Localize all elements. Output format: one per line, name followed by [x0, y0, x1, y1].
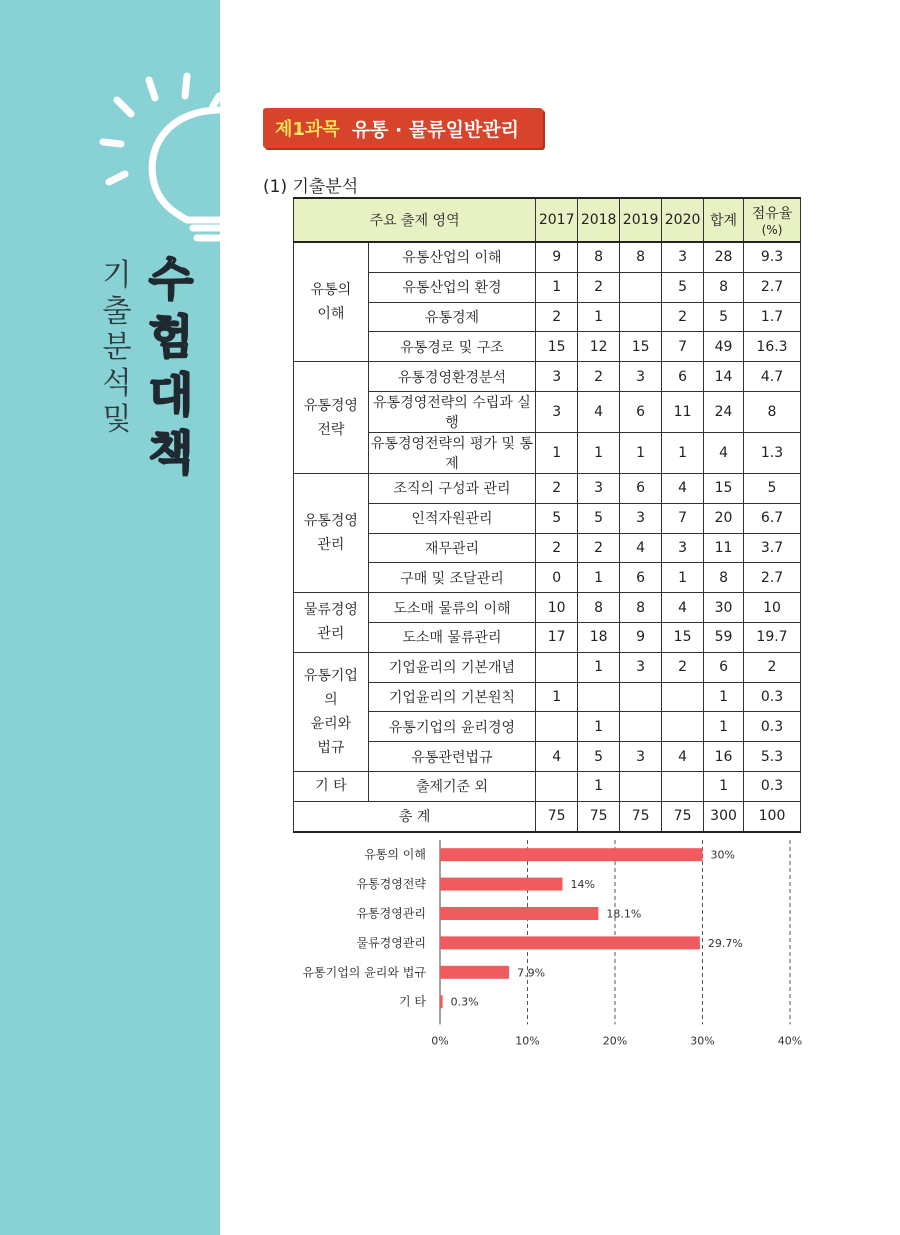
- total-value-cell: 75: [578, 801, 620, 831]
- value-cell: 4: [662, 593, 704, 623]
- value-cell: [620, 272, 662, 302]
- table-row: [294, 432, 801, 473]
- chart-tick-label: 0%: [431, 1034, 449, 1048]
- table-row: [294, 771, 801, 801]
- value-cell: 5: [744, 473, 801, 503]
- value-cell: 8: [704, 563, 744, 593]
- group-name-cell: 유통경영 전략: [294, 362, 369, 474]
- chart-value-label: 30%: [710, 848, 735, 862]
- header-2019: 2019: [620, 198, 662, 242]
- subject-title-box: [263, 108, 543, 148]
- value-cell: 3: [620, 503, 662, 533]
- chart-category-label: 물류경영관리: [356, 935, 426, 950]
- value-cell: 6: [662, 362, 704, 392]
- header-total: 합계: [704, 198, 744, 242]
- topic-cell: 유통산업의 이해: [368, 242, 535, 272]
- value-cell: 15: [620, 332, 662, 362]
- value-cell: 28: [704, 242, 744, 272]
- header-area: 주요 출제 영역: [294, 198, 536, 242]
- value-cell: 3.7: [744, 533, 801, 563]
- value-cell: 2: [536, 302, 578, 332]
- table-row: [294, 742, 801, 772]
- topic-cell: 조직의 구성과 관리: [368, 473, 535, 503]
- value-cell: 1: [578, 432, 620, 473]
- value-cell: 8: [578, 593, 620, 623]
- section-title: (1) 기출분석: [263, 177, 359, 197]
- value-cell: 12: [578, 332, 620, 362]
- header-share-label: 점유율: [751, 206, 793, 222]
- header-share-unit: (%): [761, 223, 783, 237]
- header-2020: 2020: [662, 198, 704, 242]
- value-cell: 5: [536, 503, 578, 533]
- group-name-cell: 유통의 이해: [294, 242, 369, 362]
- value-cell: 15: [662, 622, 704, 652]
- value-cell: 2: [744, 652, 801, 682]
- value-cell: 1: [662, 432, 704, 473]
- topic-cell: 기업윤리의 기본개념: [368, 652, 535, 682]
- value-cell: 11: [704, 533, 744, 563]
- table-row: [294, 682, 801, 712]
- value-cell: 2: [536, 533, 578, 563]
- total-value-cell: 75: [536, 801, 578, 831]
- group-name-cell: 유통기업 의 윤리와 법규: [294, 652, 369, 771]
- value-cell: 49: [704, 332, 744, 362]
- value-cell: 8: [744, 391, 801, 432]
- value-cell: 1: [704, 712, 744, 742]
- table-row: [294, 563, 801, 593]
- sidebar-small-title: 기출분석 및: [102, 258, 132, 437]
- value-cell: 8: [620, 242, 662, 272]
- value-cell: 1: [578, 771, 620, 801]
- chart-category-label: 유통기업의 윤리와 법규: [302, 965, 426, 980]
- chart-bar: [440, 907, 598, 920]
- value-cell: 2: [662, 652, 704, 682]
- value-cell: 2: [536, 473, 578, 503]
- chart-bar: [440, 936, 700, 949]
- value-cell: 3: [620, 362, 662, 392]
- value-cell: 1: [662, 563, 704, 593]
- value-cell: 17: [536, 622, 578, 652]
- total-row: [294, 801, 801, 831]
- chart-category-label: 유통경영관리: [356, 906, 426, 921]
- chart-bar: [440, 966, 509, 979]
- value-cell: 1.3: [744, 432, 801, 473]
- subject-name: 유통 · 물류일반관리: [351, 118, 519, 141]
- value-cell: 30: [704, 593, 744, 623]
- value-cell: 1: [578, 652, 620, 682]
- chart-category-label: 유통경영전략: [356, 877, 426, 892]
- total-value-cell: 100: [744, 801, 801, 831]
- chart-bar: [440, 848, 703, 861]
- value-cell: 2: [578, 362, 620, 392]
- value-cell: 5: [578, 503, 620, 533]
- chart-tick-label: 10%: [515, 1034, 540, 1048]
- value-cell: 7: [662, 503, 704, 533]
- value-cell: 4: [662, 473, 704, 503]
- value-cell: 3: [662, 242, 704, 272]
- value-cell: 1: [578, 563, 620, 593]
- table-row: [294, 391, 801, 432]
- chart-value-label: 29.7%: [707, 936, 743, 950]
- chart-value-label: 0.3%: [450, 995, 479, 1009]
- topic-cell: 유통기업의 윤리경영: [368, 712, 535, 742]
- topic-cell: 유통경영환경분석: [368, 362, 535, 392]
- value-cell: 0.3: [744, 712, 801, 742]
- value-cell: 2.7: [744, 563, 801, 593]
- value-cell: 3: [620, 652, 662, 682]
- value-cell: 5.3: [744, 742, 801, 772]
- value-cell: 4: [662, 742, 704, 772]
- value-cell: 3: [620, 742, 662, 772]
- value-cell: 2: [578, 272, 620, 302]
- topic-cell: 유통관련법규: [368, 742, 535, 772]
- value-cell: [536, 712, 578, 742]
- value-cell: 1.7: [744, 302, 801, 332]
- header-share: [744, 198, 801, 242]
- value-cell: 10: [536, 593, 578, 623]
- value-cell: 14: [704, 362, 744, 392]
- table-row: [294, 593, 801, 623]
- value-cell: [536, 771, 578, 801]
- chart-category-label: 유통의 이해: [364, 847, 426, 862]
- topic-cell: 도소매 물류관리: [368, 622, 535, 652]
- chart-bar: [440, 878, 563, 891]
- value-cell: 19.7: [744, 622, 801, 652]
- chart-value-label: 7.9%: [517, 966, 546, 980]
- value-cell: [620, 712, 662, 742]
- total-value-cell: 300: [704, 801, 744, 831]
- topic-cell: 인적자원관리: [368, 503, 535, 533]
- value-cell: 16: [704, 742, 744, 772]
- topic-cell: 유통경제: [368, 302, 535, 332]
- total-value-cell: 75: [662, 801, 704, 831]
- value-cell: 9: [620, 622, 662, 652]
- value-cell: 6: [704, 652, 744, 682]
- topic-cell: 구매 및 조달관리: [368, 563, 535, 593]
- exam-stats-table: [293, 197, 801, 833]
- value-cell: 1: [536, 432, 578, 473]
- topic-cell: 유통산업의 환경: [368, 272, 535, 302]
- table-row: [294, 652, 801, 682]
- value-cell: 6.7: [744, 503, 801, 533]
- value-cell: 8: [578, 242, 620, 272]
- value-cell: 5: [662, 272, 704, 302]
- chart-category-label: 기 타: [399, 994, 426, 1009]
- table-row: [294, 473, 801, 503]
- value-cell: [536, 652, 578, 682]
- value-cell: [578, 682, 620, 712]
- value-cell: 4: [536, 742, 578, 772]
- table-row: [294, 362, 801, 392]
- value-cell: 6: [620, 473, 662, 503]
- value-cell: [662, 682, 704, 712]
- value-cell: 0.3: [744, 771, 801, 801]
- value-cell: 2.7: [744, 272, 801, 302]
- value-cell: [620, 771, 662, 801]
- topic-cell: 유통경로 및 구조: [368, 332, 535, 362]
- value-cell: 4: [704, 432, 744, 473]
- value-cell: 1: [536, 682, 578, 712]
- value-cell: 16.3: [744, 332, 801, 362]
- table-row: [294, 533, 801, 563]
- value-cell: 3: [578, 473, 620, 503]
- sidebar: [0, 0, 220, 1235]
- group-name-cell: 기 타: [294, 771, 369, 801]
- chart-bar: [440, 995, 443, 1008]
- topic-cell: 도소매 물류의 이해: [368, 593, 535, 623]
- total-label: 총 계: [294, 801, 536, 831]
- group-name-cell: 유통경영 관리: [294, 473, 369, 592]
- value-cell: [620, 682, 662, 712]
- value-cell: 20: [704, 503, 744, 533]
- chart-tick-label: 40%: [777, 1034, 803, 1048]
- value-cell: 0: [536, 563, 578, 593]
- value-cell: 3: [536, 362, 578, 392]
- total-value-cell: 75: [620, 801, 662, 831]
- value-cell: 18: [578, 622, 620, 652]
- value-cell: 11: [662, 391, 704, 432]
- value-cell: 1: [704, 682, 744, 712]
- table-row: [294, 712, 801, 742]
- topic-cell: 유통경영전략의 평가 및 통제: [368, 432, 535, 473]
- header-2018: 2018: [578, 198, 620, 242]
- value-cell: 15: [704, 473, 744, 503]
- value-cell: 1: [704, 771, 744, 801]
- value-cell: 2: [662, 302, 704, 332]
- value-cell: 5: [578, 742, 620, 772]
- value-cell: 6: [620, 563, 662, 593]
- value-cell: 8: [620, 593, 662, 623]
- table-header-row: [294, 198, 801, 242]
- value-cell: 2: [578, 533, 620, 563]
- chart-tick-label: 20%: [602, 1034, 628, 1048]
- topic-cell: 유통경영전략의 수립과 실행: [368, 391, 535, 432]
- value-cell: 4: [620, 533, 662, 563]
- value-cell: 4: [578, 391, 620, 432]
- value-cell: 24: [704, 391, 744, 432]
- value-cell: 0.3: [744, 682, 801, 712]
- table-row: [294, 272, 801, 302]
- value-cell: 9.3: [744, 242, 801, 272]
- chart-tick-label: 30%: [690, 1034, 715, 1048]
- table-row: [294, 242, 801, 272]
- value-cell: 7: [662, 332, 704, 362]
- topic-cell: 출제기준 외: [368, 771, 535, 801]
- lightbulb-icon: [95, 70, 220, 250]
- value-cell: 1: [578, 712, 620, 742]
- value-cell: 6: [620, 391, 662, 432]
- header-2017: 2017: [536, 198, 578, 242]
- share-bar-chart: [230, 830, 810, 1050]
- group-name-cell: 물류경영 관리: [294, 593, 369, 653]
- value-cell: 3: [536, 391, 578, 432]
- value-cell: 15: [536, 332, 578, 362]
- value-cell: 4.7: [744, 362, 801, 392]
- value-cell: 8: [704, 272, 744, 302]
- chart-value-label: 14%: [570, 878, 595, 892]
- value-cell: 1: [620, 432, 662, 473]
- value-cell: [620, 302, 662, 332]
- sidebar-big-title: 수험대책: [148, 252, 194, 480]
- value-cell: 9: [536, 242, 578, 272]
- subject-number: 제1과목: [275, 119, 340, 140]
- table-row: [294, 302, 801, 332]
- value-cell: 10: [744, 593, 801, 623]
- value-cell: 3: [662, 533, 704, 563]
- value-cell: 1: [536, 272, 578, 302]
- table-row: [294, 332, 801, 362]
- chart-value-label: 18.1%: [606, 907, 642, 921]
- value-cell: [662, 712, 704, 742]
- table-row: [294, 622, 801, 652]
- value-cell: 59: [704, 622, 744, 652]
- value-cell: 1: [578, 302, 620, 332]
- topic-cell: 재무관리: [368, 533, 535, 563]
- value-cell: [662, 771, 704, 801]
- table-row: [294, 503, 801, 533]
- value-cell: 5: [704, 302, 744, 332]
- topic-cell: 기업윤리의 기본원칙: [368, 682, 535, 712]
